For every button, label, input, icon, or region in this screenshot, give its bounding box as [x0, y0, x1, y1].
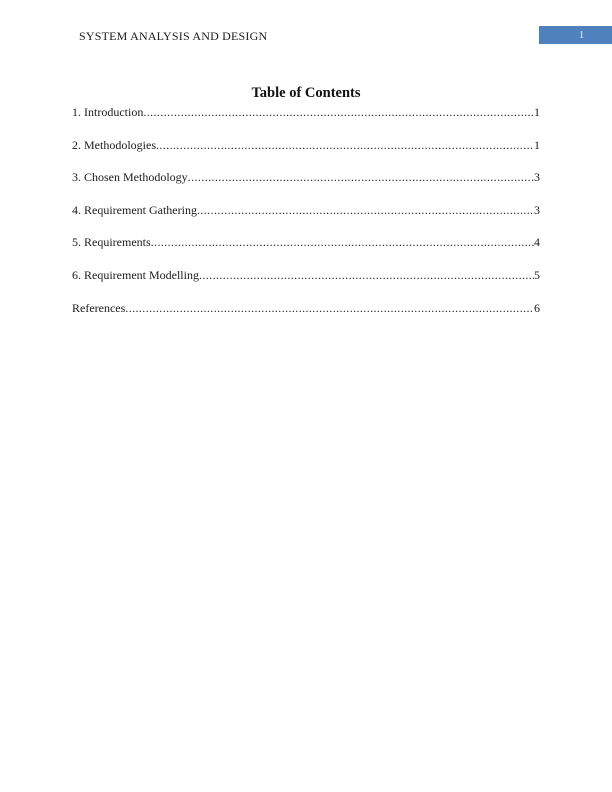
toc-entry[interactable]	[72, 301, 540, 315]
toc-entry[interactable]	[72, 235, 540, 249]
toc-heading: Table of Contents	[251, 85, 361, 101]
page-number: 1	[578, 28, 585, 41]
toc-dot-leader	[125, 301, 534, 315]
toc-entry-page-number: 6	[534, 300, 540, 315]
toc-entry-label: 1. Introduction	[72, 105, 144, 119]
toc-entry[interactable]	[72, 138, 540, 152]
toc-entry[interactable]	[72, 268, 540, 282]
toc-dot-leader	[188, 170, 534, 184]
toc-entry[interactable]	[72, 203, 540, 217]
toc-dot-leader	[143, 105, 534, 119]
toc-entry-label: 4. Requirement Gathering	[72, 202, 197, 217]
toc-entry-page-number: 1	[534, 105, 540, 119]
toc-entry-page-number: 3	[534, 202, 540, 217]
toc-entry[interactable]	[72, 105, 540, 119]
toc-entry-label: 2. Methodologies	[72, 137, 156, 152]
toc-entry-label: 5. Requirements	[72, 235, 151, 250]
page-number-box	[539, 26, 612, 44]
toc-dot-leader	[197, 203, 534, 217]
toc-entry-page-number: 5	[534, 267, 540, 282]
toc-entry-label: 3. Chosen Methodology	[72, 170, 188, 185]
page-header	[0, 0, 612, 50]
toc-entry-page-number: 1	[534, 137, 540, 152]
header-title: SYSTEM ANALYSIS AND DESIGN	[79, 29, 268, 43]
toc-entry-page-number: 3	[534, 170, 540, 185]
toc-entry-label: References	[72, 300, 126, 315]
toc-dot-leader	[199, 268, 534, 282]
toc-entry[interactable]	[72, 170, 540, 184]
toc-section	[72, 85, 540, 333]
toc-entry-label: 6. Requirement Modelling	[72, 267, 199, 282]
toc-dot-leader	[156, 138, 534, 152]
toc-entry-page-number: 4	[534, 235, 540, 250]
toc-dot-leader	[151, 235, 534, 249]
toc-list	[72, 105, 540, 315]
